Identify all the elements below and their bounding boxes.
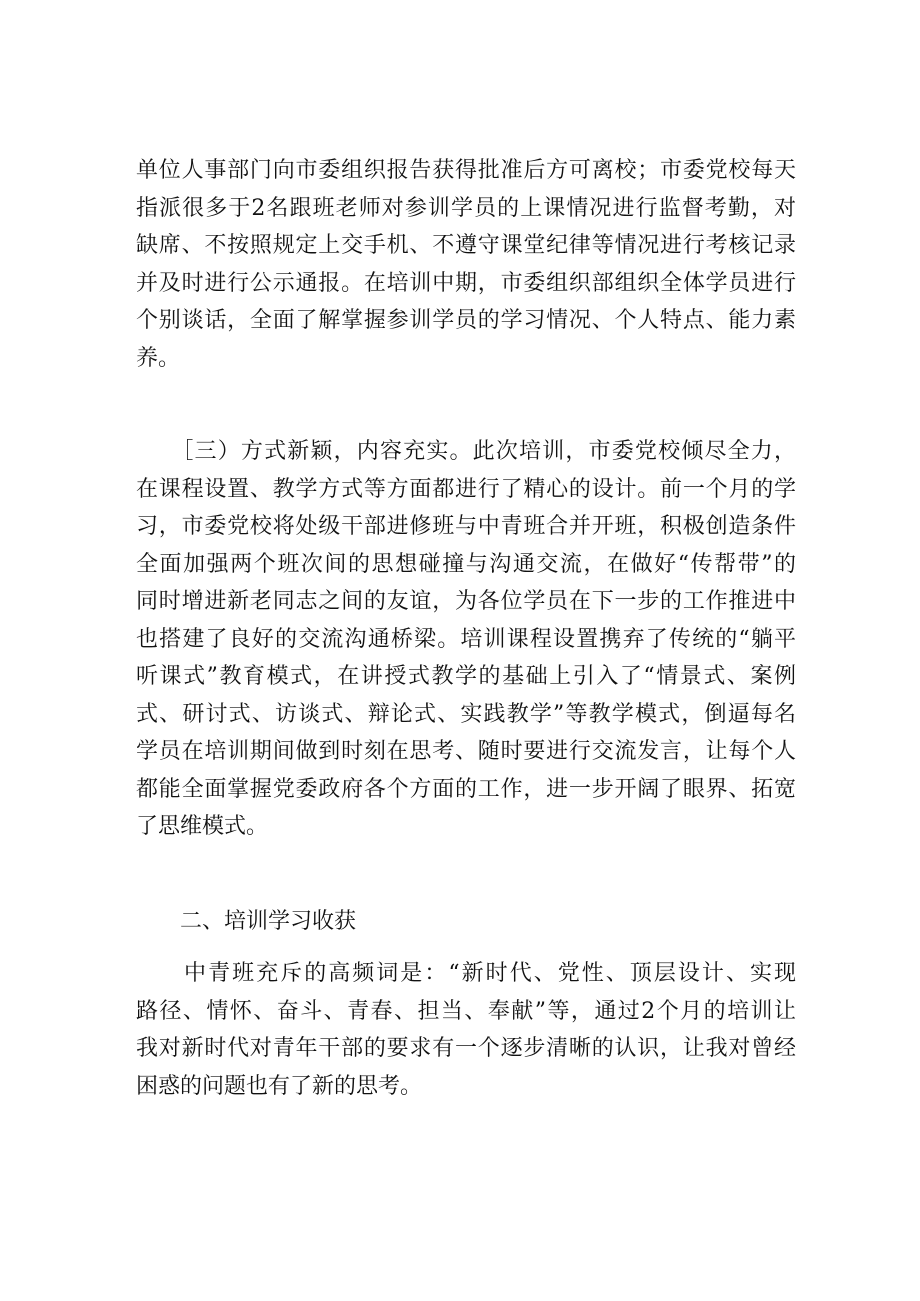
text-line: 单位人事部门向市委组织报告获得批准后方可离校；市委党校每天 xyxy=(136,158,796,183)
paragraph-discipline xyxy=(136,152,796,377)
section-heading xyxy=(136,903,796,941)
text-line: 在课程设置、教学方式等方面都进行了精心的设计。前一个月的学 xyxy=(136,476,796,502)
text-line: 中青班充斥的高频词是：“新时代、党性、顶层设计、实现 xyxy=(136,961,796,986)
text-line: 指派很多于2名跟班老师对参训学员的上课情况进行监督考勤，对 xyxy=(136,195,796,221)
text-line: 学员在培训期间做到时刻在思考、随时要进行交流发言，让每个人 xyxy=(136,739,796,764)
text-line: 路径、情怀、奋斗、青春、担当、奉献”等，通过2个月的培训让 xyxy=(136,998,796,1024)
text-line: 困惑的问题也有了新的思考。 xyxy=(136,1073,423,1099)
text-line: 听课式”教育模式，在讲授式教学的基础上引入了“情景式、案例 xyxy=(136,664,796,689)
paragraph-method-content xyxy=(136,433,796,846)
text-line: ［三）方式新颖，内容充实。此次培训，市委党校倾尽全力， xyxy=(136,439,796,464)
text-line: 养。 xyxy=(136,345,181,371)
text-line: 都能全面掌握党委政府各个方面的工作，进一步开阔了眼界、拓宽 xyxy=(136,776,796,802)
text-line: 也搭建了良好的交流沟通桥梁。培训课程设置携弃了传统的“躺平 xyxy=(136,626,796,652)
text-line: 同时增进新老同志之间的友谊，为各位学员在下一步的工作推进中 xyxy=(136,589,796,614)
text-line: 习，市委党校将处级干部进修班与中青班合并开班，积极创造条件 xyxy=(136,514,796,539)
text-line: 了思维模式。 xyxy=(136,814,269,839)
text-line: 个别谈话，全面了解掌握参训学员的学习情况、个人特点、能力素 xyxy=(136,308,796,333)
text-line: 全面加强两个班次间的思想碰撞与沟通交流，在做好“传帮带”的 xyxy=(136,551,796,577)
text-line: 我对新时代对青年干部的要求有一个逐步清晰的认识，让我对曾经 xyxy=(136,1036,796,1061)
text-line: 缺席、不按照规定上交手机、不遵守课堂纪律等情况进行考核记录 xyxy=(136,233,796,258)
paragraph-gains xyxy=(136,955,796,1105)
text-line: 式、研讨式、访谈式、辩论式、实践教学”等教学模式，倒逼每名 xyxy=(136,701,796,727)
heading-text: 二、培训学习收获 xyxy=(136,909,357,934)
text-line: 并及时进行公示通报。在培训中期，市委组织部组织全体学员进行 xyxy=(136,270,796,296)
